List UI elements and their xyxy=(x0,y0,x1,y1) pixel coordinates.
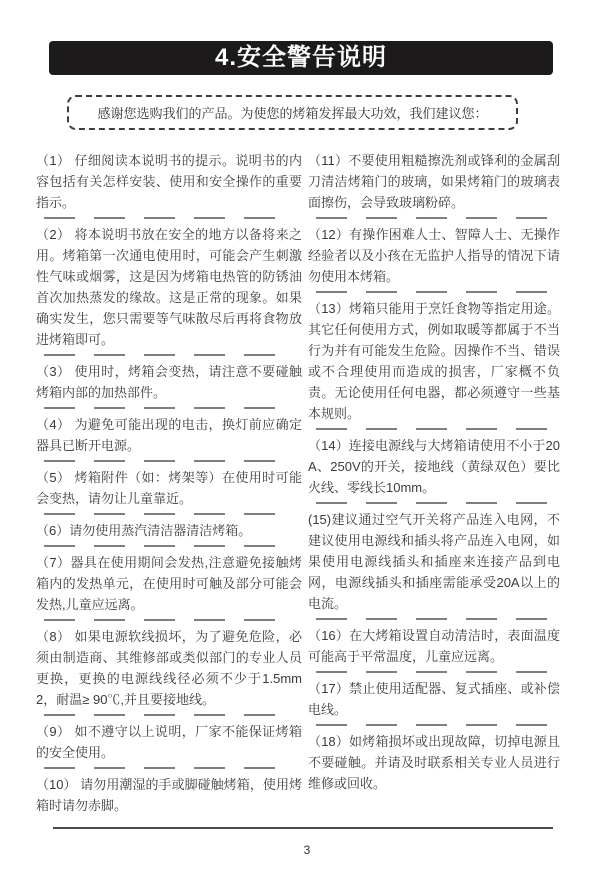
dashed-separator xyxy=(316,671,552,673)
dashed-separator xyxy=(44,460,294,462)
dashed-separator xyxy=(44,217,294,219)
safety-item-11: （11）不要使用粗糙擦洗剂或锋利的金属刮刀清洁烤箱门的玻璃，如果烤箱门的玻璃表面擦伤，会导致玻璃粉碎。 xyxy=(308,153,560,210)
two-column-body xyxy=(36,150,560,816)
dashed-separator xyxy=(316,217,552,219)
dashed-separator xyxy=(316,291,552,293)
right-column xyxy=(308,150,560,816)
safety-item-17: （17）禁止使用适配器、复式插座、或补偿电线。 xyxy=(308,681,560,717)
dashed-separator xyxy=(44,619,294,621)
safety-item-4: （4） 为避免可能出现的电击，换灯前应确定器具已断开电源。 xyxy=(36,417,302,453)
safety-item-15: (15)建议通过空气开关将产品连入电网，不建议使用电源线和插头将产品连入电网，如果使用电源线插头和插座来连接产品到电网，电源线插头和插座需能承受20A以上的电流。 xyxy=(308,512,560,611)
safety-item-12: （12）有操作困难人士、智障人士、无操作经验者以及小孩在无监护人指导的情况下请勿使用本烤箱。 xyxy=(308,227,560,284)
intro-note-text: 感谢您选购我们的产品。为使您的烤箱发挥最大功效，我们建议您： xyxy=(97,106,488,121)
safety-item-14: （14）连接电源线与大烤箱请使用不小于20A、250V的开关，接地线（黄绿双色）要比火线、零线长10mm。 xyxy=(308,438,560,495)
section-title: 4.安全警告说明 xyxy=(214,44,387,71)
dashed-separator xyxy=(44,714,294,716)
safety-item-16: （16）在大烤箱设置自动清洁时，表面温度可能高于平常温度，儿童应远离。 xyxy=(308,628,560,664)
safety-item-1: （1） 仔细阅读本说明书的提示。说明书的内容包括有关怎样安装、使用和安全操作的重要指示。 xyxy=(36,153,302,210)
safety-item-8: （8） 如果电源软线损坏，为了避免危险，必须由制造商、其维修部或类似部门的专业人员更换，更换的电源线线径必须不少于1.5mm2，耐温≥ 90℃,并且要接地线。 xyxy=(36,629,302,707)
dashed-separator xyxy=(316,502,552,504)
dashed-separator xyxy=(44,767,294,769)
dashed-separator xyxy=(44,407,294,409)
section-title-bar xyxy=(49,41,553,75)
page-number: 3 xyxy=(303,843,311,857)
safety-item-2: （2） 将本说明书放在安全的地方以备将来之用。烤箱第一次通电使用时，可能会产生刺激性气味或烟雾，这是因为烤箱电热管的防锈油首次加热蒸发的缘故。这是正常的现象。如果确实发生，您只需要等气味散尽后再将食物放进烤箱即可。 xyxy=(36,227,302,347)
dashed-separator xyxy=(316,428,552,430)
dashed-separator xyxy=(44,545,294,547)
safety-item-9: （9） 如不遵守以上说明，厂家不能保证烤箱的安全使用。 xyxy=(36,724,302,760)
intro-note-box xyxy=(67,95,518,130)
dashed-separator xyxy=(316,724,552,726)
dashed-separator xyxy=(316,618,552,620)
footer-rule xyxy=(53,827,553,829)
dashed-separator xyxy=(44,513,294,515)
safety-item-10: （10） 请勿用潮湿的手或脚碰触烤箱，使用烤箱时请勿赤脚。 xyxy=(36,777,302,813)
safety-item-7: （7）器具在使用期间会发热,注意避免接触烤箱内的发热单元，在使用时可触及部分可能会发热,儿童应远离。 xyxy=(36,555,302,612)
safety-item-18: （18）如烤箱损坏或出现故障，切掉电源且不要碰触。并请及时联系相关专业人员进行维修或回收。 xyxy=(308,734,560,791)
safety-item-3: （3） 使用时，烤箱会变热，请注意不要碰触烤箱内部的加热部件。 xyxy=(36,364,302,400)
safety-item-6: （6）请勿使用蒸汽清洁器清洁烤箱。 xyxy=(36,523,252,538)
safety-item-5: （5） 烤箱附件（如：烤架等）在使用时可能会变热，请勿让儿童靠近。 xyxy=(36,470,302,506)
dashed-separator xyxy=(44,354,294,356)
left-column xyxy=(36,150,302,816)
safety-item-13: （13）烤箱只能用于烹饪食物等指定用途。其它任何使用方式，例如取暖等都属于不当行为并有可能发生危险。因操作不当、错误或不合理使用而造成的损害，厂家概不负责。无论使用任何电器，都必须遵守一些基本规则。 xyxy=(308,301,560,421)
